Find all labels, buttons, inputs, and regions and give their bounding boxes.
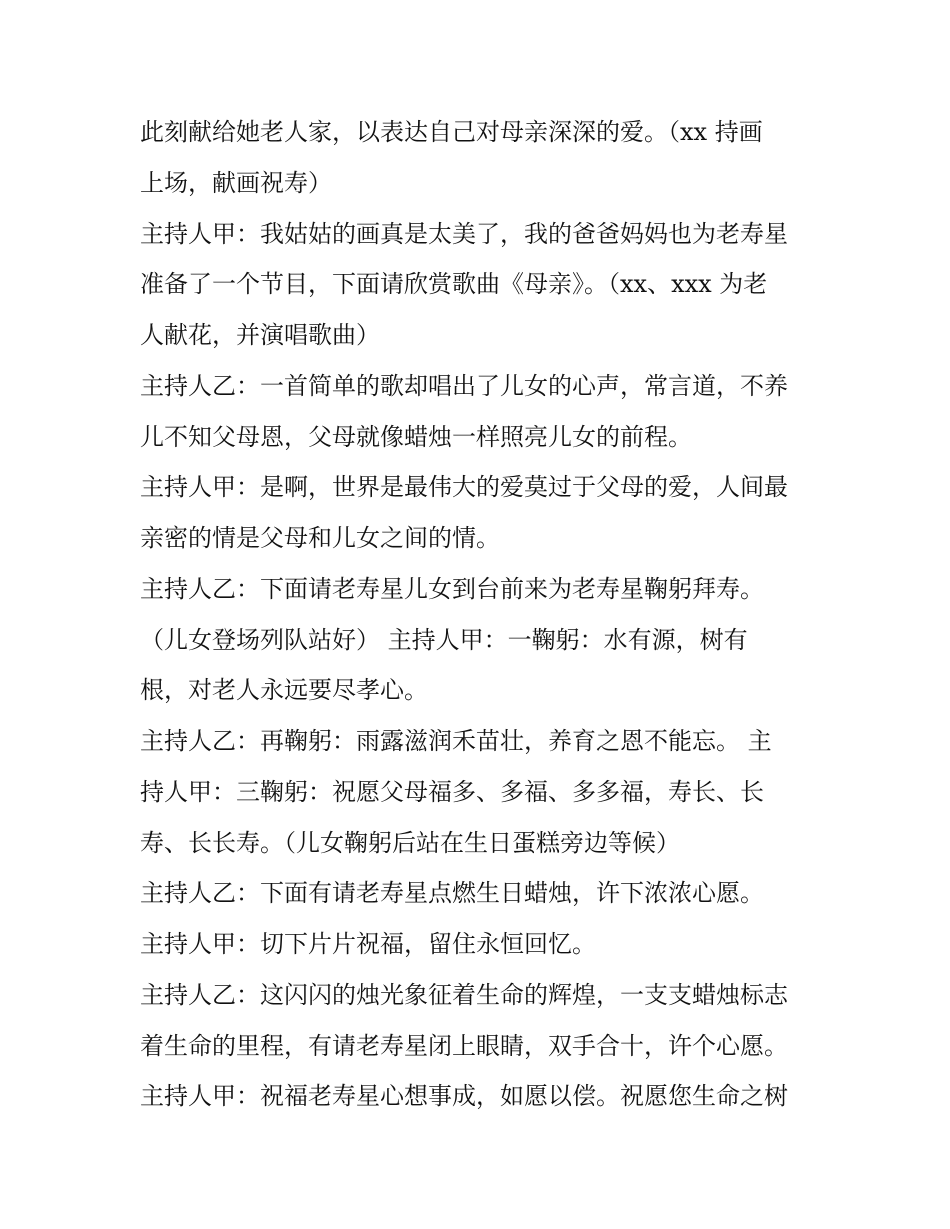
text-line: 主持人乙：下面请老寿星儿女到台前来为老寿星鞠躬拜寿。 bbox=[140, 574, 764, 603]
text-line: 主持人乙：再鞠躬：雨露滋润禾苗壮，养育之恩不能忘。 主 bbox=[140, 727, 772, 755]
text-line: 持人甲：三鞠躬：祝愿父母福多、多福、多多福，寿长、长 bbox=[140, 777, 764, 806]
text-line: 亲密的情是父母和儿女之间的情。 bbox=[140, 524, 500, 552]
text-line: 主持人乙：这闪闪的烛光象征着生命的辉煌，一支支蜡烛标志 bbox=[140, 980, 788, 1009]
text-line: 着生命的里程，有请老寿星闭上眼睛，双手合十，许个心愿。 bbox=[140, 1031, 788, 1060]
text-line: （儿女登场列队站好） 主持人甲：一鞠躬：水有源，树有 bbox=[140, 625, 748, 654]
text-line: 主持人甲：我姑姑的画真是太美了，我的爸爸妈妈也为老寿星 bbox=[140, 219, 788, 248]
text-line: 主持人甲：切下片片祝福，留住永恒回忆。 bbox=[140, 930, 596, 958]
text-line: 主持人乙：一首简单的歌却唱出了儿女的心声，常言道，不养 bbox=[140, 371, 788, 400]
text-line: 准备了一个节目，下面请欣赏歌曲《母亲》。（xx、xxx 为老 bbox=[140, 270, 768, 299]
text-line: 主持人乙：下面有请老寿星点燃生日蜡烛，许下浓浓心愿。 bbox=[140, 879, 764, 908]
text-line: 上场，献画祝寿） bbox=[140, 168, 332, 197]
text-line: 主持人甲：祝福老寿星心想事成，如愿以偿。祝愿您生命之树 bbox=[140, 1082, 788, 1111]
text-line: 根，对老人永远要尽孝心。 bbox=[140, 676, 428, 705]
text-line: 寿、长长寿。（儿女鞠躬后站在生日蛋糕旁边等候） bbox=[140, 828, 680, 857]
text-line: 主持人甲：是啊，世界是最伟大的爱莫过于父母的爱，人间最 bbox=[140, 473, 788, 502]
text-line: 此刻献给她老人家，以表达自己对母亲深深的爱。（xx 持画 bbox=[140, 118, 763, 146]
body-text bbox=[140, 107, 820, 1122]
text-line: 人献花，并演唱歌曲） bbox=[140, 321, 380, 349]
text-line: 儿不知父母恩，父母就像蜡烛一样照亮儿女的前程。 bbox=[140, 422, 692, 451]
